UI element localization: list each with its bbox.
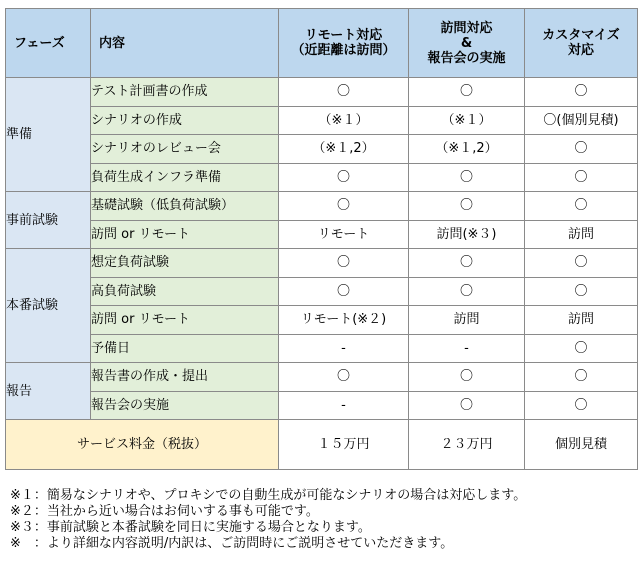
service-table xyxy=(5,8,638,470)
row-visit: 訪問(※３) xyxy=(409,220,525,249)
row-custom: 〇 xyxy=(525,78,638,107)
table-row xyxy=(6,220,638,249)
row-item: シナリオの作成 xyxy=(91,106,279,135)
row-visit: - xyxy=(409,334,525,363)
row-custom: 〇 xyxy=(525,391,638,420)
table-row xyxy=(6,249,638,278)
row-item: 訪問 or リモート xyxy=(91,220,279,249)
table-row xyxy=(6,306,638,335)
row-remote: 〇 xyxy=(279,277,409,306)
row-item: 想定負荷試験 xyxy=(91,249,279,278)
row-item: 報告書の作成・提出 xyxy=(91,363,279,392)
row-item: シナリオのレビュー会 xyxy=(91,135,279,164)
fee-label: サービス料金（税抜） xyxy=(6,420,279,470)
fee-row xyxy=(6,420,638,470)
header-visit xyxy=(409,9,525,78)
header-remote-line1: リモート対応 xyxy=(304,28,383,43)
header-content: 内容 xyxy=(91,9,279,78)
row-remote: - xyxy=(279,391,409,420)
table-row xyxy=(6,277,638,306)
row-custom: 〇 xyxy=(525,163,638,192)
fee-custom: 個別見積 xyxy=(525,420,638,470)
header-custom-line2: 対応 xyxy=(567,43,594,58)
header-custom xyxy=(525,9,638,78)
header-visit-line1: 訪問対応 xyxy=(440,20,493,36)
row-item: 予備日 xyxy=(91,334,279,363)
row-item: 高負荷試験 xyxy=(91,277,279,306)
row-custom: 〇 xyxy=(525,249,638,278)
row-custom: 訪問 xyxy=(525,306,638,335)
row-remote: 〇 xyxy=(279,249,409,278)
header-custom-line1: カスタマイズ xyxy=(542,28,620,43)
row-visit: （※１） xyxy=(409,106,525,135)
table-row xyxy=(6,106,638,135)
header-visit-line2: & xyxy=(460,35,473,51)
header-row xyxy=(6,9,638,78)
row-visit: （※１,2） xyxy=(409,135,525,164)
row-custom: 〇 xyxy=(525,334,638,363)
fee-remote: １５万円 xyxy=(279,420,409,470)
row-remote: 〇 xyxy=(279,363,409,392)
table-row xyxy=(6,334,638,363)
header-remote xyxy=(279,9,409,78)
row-item: 負荷生成インフラ準備 xyxy=(91,163,279,192)
row-custom: 〇 xyxy=(525,135,638,164)
footnote-3: ※３：事前試験と本番試験を同日に実施する場合となります。 xyxy=(10,520,371,535)
row-remote: リモート xyxy=(279,220,409,249)
header-phase: フェーズ xyxy=(6,9,91,78)
footnote-1: ※１：簡易なシナリオや、プロキシでの自動生成が可能なシナリオの場合は対応します。 xyxy=(10,488,527,503)
table-row xyxy=(6,163,638,192)
footnote-2: ※２：当社から近い場合はお伺いする事も可能です。 xyxy=(10,504,319,519)
row-visit: 〇 xyxy=(409,363,525,392)
row-visit: 〇 xyxy=(409,391,525,420)
row-custom: 〇 xyxy=(525,192,638,221)
table-row xyxy=(6,363,638,392)
row-item: 報告会の実施 xyxy=(91,391,279,420)
phase-main: 本番試験 xyxy=(6,249,91,363)
row-visit: 〇 xyxy=(409,163,525,192)
row-item: 基礎試験（低負荷試験） xyxy=(91,192,279,221)
row-remote: （※１,2） xyxy=(279,135,409,164)
phase-report: 報告 xyxy=(6,363,91,420)
row-visit: 〇 xyxy=(409,78,525,107)
row-item: テスト計画書の作成 xyxy=(91,78,279,107)
row-visit: 〇 xyxy=(409,249,525,278)
table-row xyxy=(6,391,638,420)
row-remote: 〇 xyxy=(279,78,409,107)
table-row xyxy=(6,135,638,164)
row-custom: 〇 xyxy=(525,363,638,392)
row-visit: 〇 xyxy=(409,192,525,221)
row-custom: 〇 xyxy=(525,277,638,306)
row-remote: - xyxy=(279,334,409,363)
row-remote: 〇 xyxy=(279,163,409,192)
row-visit: 訪問 xyxy=(409,306,525,335)
row-remote: 〇 xyxy=(279,192,409,221)
row-visit: 〇 xyxy=(409,277,525,306)
table-row xyxy=(6,192,638,221)
table-row xyxy=(6,78,638,107)
row-custom: 〇(個別見積) xyxy=(525,106,638,135)
footnotes xyxy=(10,488,526,552)
phase-prep: 準備 xyxy=(6,78,91,192)
fee-visit: ２３万円 xyxy=(409,420,525,470)
row-remote: リモート(※２) xyxy=(279,306,409,335)
row-custom: 訪問 xyxy=(525,220,638,249)
row-remote: （※１） xyxy=(279,106,409,135)
phase-pretest: 事前試験 xyxy=(6,192,91,249)
footnote-4: ※ ：より詳細な内容説明/内訳は、ご訪問時にご説明させていただきます。 xyxy=(10,536,454,551)
header-visit-line3: 報告会の実施 xyxy=(427,50,506,66)
header-remote-line2: （近距離は訪問） xyxy=(291,43,396,58)
row-item: 訪問 or リモート xyxy=(91,306,279,335)
